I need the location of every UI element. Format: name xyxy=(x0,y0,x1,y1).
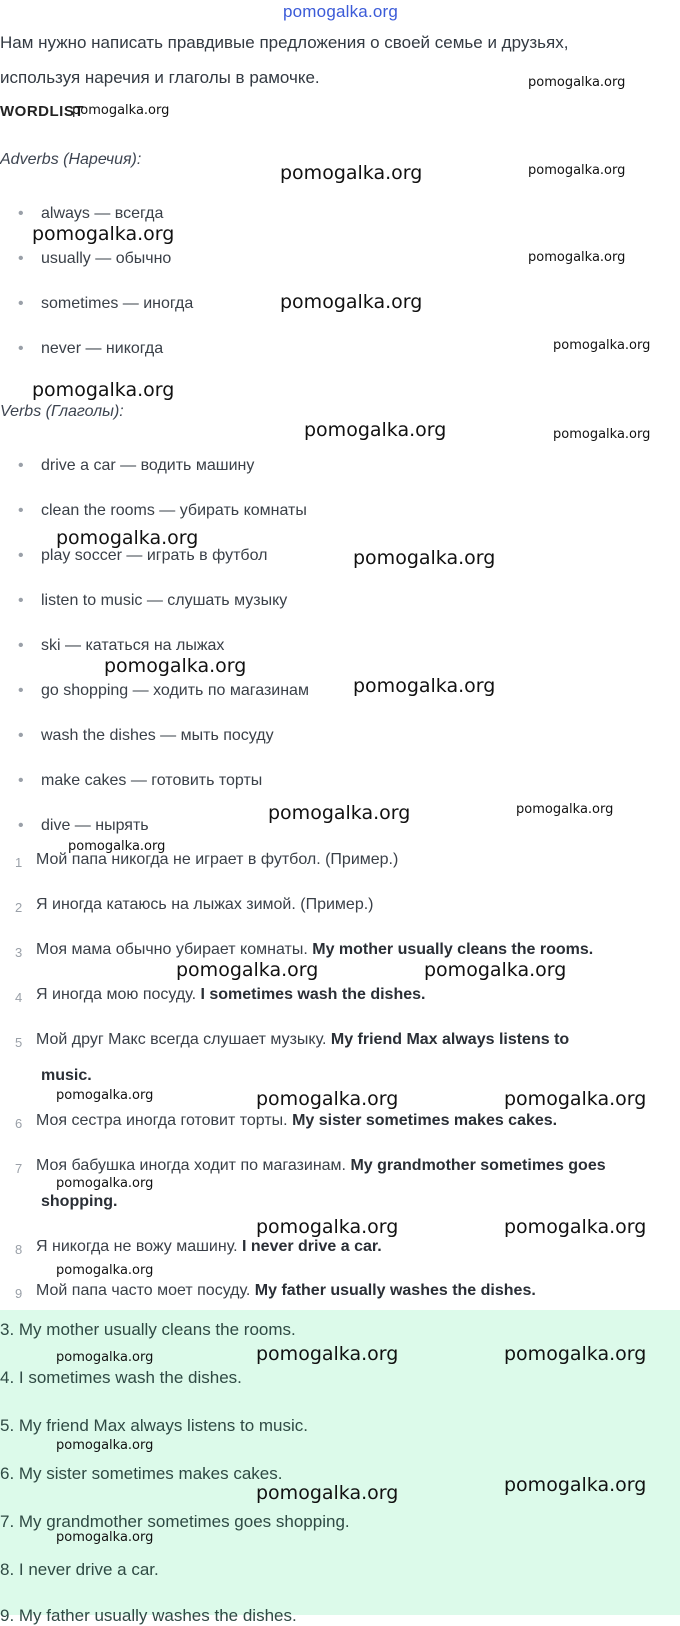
watermark: pomogalka.org xyxy=(56,1438,154,1453)
answer-line: 5. My friend Max always listens to music. xyxy=(0,1416,308,1435)
watermark: pomogalka.org xyxy=(504,1474,647,1496)
list-item: listen to music — слушать музыку xyxy=(41,592,288,609)
example-ru: Моя бабушка иногда ходит по магазинам. xyxy=(36,1157,346,1174)
watermark: pomogalka.org xyxy=(56,1176,154,1191)
intro-line-2: используя наречия и глаголы в рамочке. xyxy=(0,68,320,87)
watermark: pomogalka.org xyxy=(280,291,423,313)
example-en-continued: shopping. xyxy=(41,1193,118,1210)
example-en: My mother usually cleans the rooms. xyxy=(312,941,594,958)
item-number: 3 xyxy=(15,945,23,960)
example-ru: Я иногда катаюсь на лыжах зимой. (Пример.) xyxy=(36,896,374,913)
item-number: 1 xyxy=(15,855,23,870)
watermark: pomogalka.org xyxy=(504,1343,647,1365)
example-ru: Мой папа никогда не играет в футбол. (Пример.) xyxy=(36,851,399,868)
site-title[interactable]: pomogalka.org xyxy=(283,2,399,21)
list-item: never — никогда xyxy=(41,340,164,357)
wordlist-heading: WORDLIST xyxy=(0,103,84,120)
watermark: pomogalka.org xyxy=(353,675,496,697)
watermark: pomogalka.org xyxy=(424,959,567,981)
bullet-icon: • xyxy=(18,682,24,699)
bullet-icon: • xyxy=(18,457,24,474)
watermark: pomogalka.org xyxy=(553,338,651,353)
adverbs-heading: Adverbs (Наречия): xyxy=(0,151,142,168)
example-row xyxy=(36,986,425,1004)
answer-line: 7. My grandmother sometimes goes shopping. xyxy=(0,1512,350,1531)
example-ru: Мой папа часто моет посуду. xyxy=(36,1282,251,1299)
bullet-icon: • xyxy=(18,637,24,654)
watermark: pomogalka.org xyxy=(176,959,319,981)
answer-line: 6. My sister sometimes makes cakes. xyxy=(0,1464,283,1483)
list-item: go shopping — ходить по магазинам xyxy=(41,682,309,699)
watermark: pomogalka.org xyxy=(32,379,175,401)
watermark: pomogalka.org xyxy=(304,419,447,441)
item-number: 4 xyxy=(15,990,23,1005)
watermark: pomogalka.org xyxy=(528,250,626,265)
watermark: pomogalka.org xyxy=(56,1088,154,1103)
bullet-icon: • xyxy=(18,502,24,519)
list-item: dive — нырять xyxy=(41,817,149,834)
example-row xyxy=(36,1282,536,1300)
example-row xyxy=(36,1112,557,1130)
watermark: pomogalka.org xyxy=(72,103,170,118)
verbs-heading: Verbs (Глаголы): xyxy=(0,403,124,420)
answer-line: 9. My father usually washes the dishes. xyxy=(0,1606,297,1625)
item-number: 9 xyxy=(15,1286,23,1301)
watermark: pomogalka.org xyxy=(256,1343,399,1365)
list-item: drive a car — водить машину xyxy=(41,457,255,474)
watermark: pomogalka.org xyxy=(528,163,626,178)
watermark: pomogalka.org xyxy=(256,1088,399,1110)
watermark: pomogalka.org xyxy=(104,655,247,677)
example-en: My grandmother sometimes goes xyxy=(350,1157,606,1174)
watermark: pomogalka.org xyxy=(32,223,175,245)
example-ru: Моя сестра иногда готовит торты. xyxy=(36,1112,288,1129)
example-en: I never drive a car. xyxy=(242,1238,382,1255)
example-en: My sister sometimes makes cakes. xyxy=(292,1112,558,1129)
watermark: pomogalka.org xyxy=(268,802,411,824)
list-item: sometimes — иногда xyxy=(41,295,194,312)
bullet-icon: • xyxy=(18,817,24,834)
bullet-icon: • xyxy=(18,205,24,222)
item-number: 5 xyxy=(15,1035,23,1050)
example-row xyxy=(36,1157,606,1175)
item-number: 6 xyxy=(15,1116,23,1131)
bullet-icon: • xyxy=(18,772,24,789)
bullet-icon: • xyxy=(18,727,24,744)
list-item: ski — кататься на лыжах xyxy=(41,637,225,654)
watermark: pomogalka.org xyxy=(516,802,614,817)
answer-line: 8. I never drive a car. xyxy=(0,1560,159,1579)
answer-line: 3. My mother usually cleans the rooms. xyxy=(0,1320,296,1339)
watermark: pomogalka.org xyxy=(56,527,199,549)
bullet-icon: • xyxy=(18,340,24,357)
list-item: usually — обычно xyxy=(41,250,172,267)
answer-line: 4. I sometimes wash the dishes. xyxy=(0,1368,242,1387)
watermark: pomogalka.org xyxy=(528,75,626,90)
watermark: pomogalka.org xyxy=(256,1482,399,1504)
list-item: clean the rooms — убирать комнаты xyxy=(41,502,307,519)
watermark: pomogalka.org xyxy=(256,1216,399,1238)
watermark: pomogalka.org xyxy=(504,1216,647,1238)
example-ru: Моя мама обычно убирает комнаты. xyxy=(36,941,308,958)
bullet-icon: • xyxy=(18,592,24,609)
example-row xyxy=(36,1031,569,1049)
bullet-icon: • xyxy=(18,250,24,267)
item-number: 8 xyxy=(15,1242,23,1257)
list-item: always — всегда xyxy=(41,205,164,222)
watermark: pomogalka.org xyxy=(56,1530,154,1545)
example-en: My friend Max always listens to xyxy=(330,1031,570,1048)
watermark: pomogalka.org xyxy=(553,427,651,442)
example-ru: Мой друг Макс всегда слушает музыку. xyxy=(36,1031,327,1048)
list-item: play soccer — играть в футбол xyxy=(41,547,268,564)
example-en-continued: music. xyxy=(41,1067,92,1084)
watermark: pomogalka.org xyxy=(280,162,423,184)
watermark: pomogalka.org xyxy=(353,547,496,569)
example-en: I sometimes wash the dishes. xyxy=(200,986,426,1003)
item-number: 7 xyxy=(15,1161,23,1176)
example-en: My father usually washes the dishes. xyxy=(254,1282,536,1299)
example-row xyxy=(36,941,593,959)
bullet-icon: • xyxy=(18,295,24,312)
watermark: pomogalka.org xyxy=(68,839,166,854)
list-item: make cakes — готовить торты xyxy=(41,772,263,789)
watermark: pomogalka.org xyxy=(56,1350,154,1365)
bullet-icon: • xyxy=(18,547,24,564)
list-item: wash the dishes — мыть посуду xyxy=(41,727,274,744)
example-row xyxy=(36,1238,382,1256)
example-row xyxy=(36,896,374,914)
example-ru: Я иногда мою посуду. xyxy=(36,986,197,1003)
watermark: pomogalka.org xyxy=(56,1263,154,1278)
watermark: pomogalka.org xyxy=(504,1088,647,1110)
intro-line-1: Нам нужно написать правдивые предложения о своей семье и друзьях, xyxy=(0,33,569,52)
item-number: 2 xyxy=(15,900,23,915)
example-ru: Я никогда не вожу машину. xyxy=(36,1238,238,1255)
